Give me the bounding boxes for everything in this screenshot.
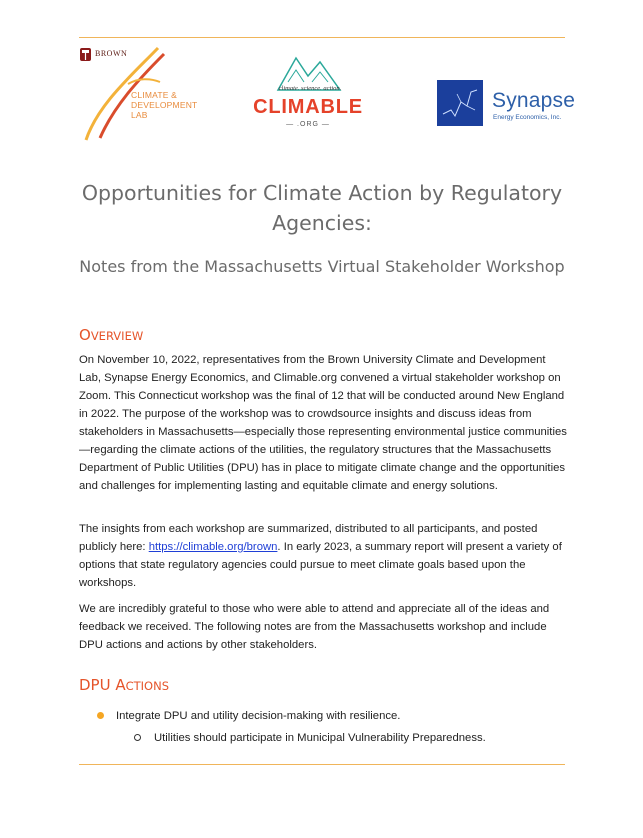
hollow-circle-icon <box>134 734 141 741</box>
brown-logo-text: BROWN <box>95 49 128 58</box>
climable-domain: — .ORG — <box>286 121 330 128</box>
bullet-dot-icon <box>97 712 104 719</box>
bottom-rule <box>79 764 565 765</box>
cdl-lab-text: CLIMATE & DEVELOPMENT LAB <box>131 90 198 120</box>
document-title: Opportunities for Climate Action by Regulatory Agencies: <box>81 181 563 235</box>
climable-brown-link[interactable]: https://climable.org/brown <box>148 541 278 553</box>
synapse-wordmark: Synapse <box>492 89 576 112</box>
bullet-text: Integrate DPU and utility decision-making with resilience. <box>116 710 401 722</box>
overview-heading: OVERVIEW <box>79 326 144 344</box>
overview-paragraph-1: On November 10, 2022, representatives from the Brown University Climate and Development Lab, Synapse Energy Economics, and Climable.org convened a virtual stakeholder workshop on Zoom. This Connecticut workshop was the final of 12 that will be conducted around New England in 2022. The purpose of the workshop was to crowdsource insights and discuss ideas from stakeholders in Massachusetts—especially those representing environmental justice communities—regarding the climate actions of the utilities, the regulatory structures that the Massachusetts Department of Public Utilities (DPU) has in place to mitigate climate change and the opportunities and challenges for implementing lasting and equitable climate and energy solutions. <box>79 354 567 492</box>
climable-wordmark: CLIMABLE <box>253 96 363 118</box>
top-rule <box>79 37 565 38</box>
dpu-actions-heading: DPU ACTIONS <box>79 676 170 694</box>
sub-bullet-text: Utilities should participate in Municipal Vulnerability Preparedness. <box>154 732 486 744</box>
overview-paragraph-2: The insights from each workshop are summarized, distributed to all participants, and posted publicly here: https://climable.org/brown. In early 2023, a summary report will present a variety of options that state regulatory agencies could pursue to meet climate goals based upon the workshops. <box>79 523 562 589</box>
climable-tagline: climate. science. action. <box>278 85 342 92</box>
document-subtitle: Notes from the Massachusetts Virtual Stakeholder Workshop <box>79 257 565 276</box>
overview-paragraph-3: We are incredibly grateful to those who were able to attend and appreciate all of the ideas and feedback we received. The following notes are from the Massachusetts workshop and include DPU actions and actions by other stakeholders. <box>79 603 550 651</box>
synapse-subtitle: Energy Economics, Inc. <box>493 114 562 121</box>
synapse-logo <box>437 80 483 126</box>
